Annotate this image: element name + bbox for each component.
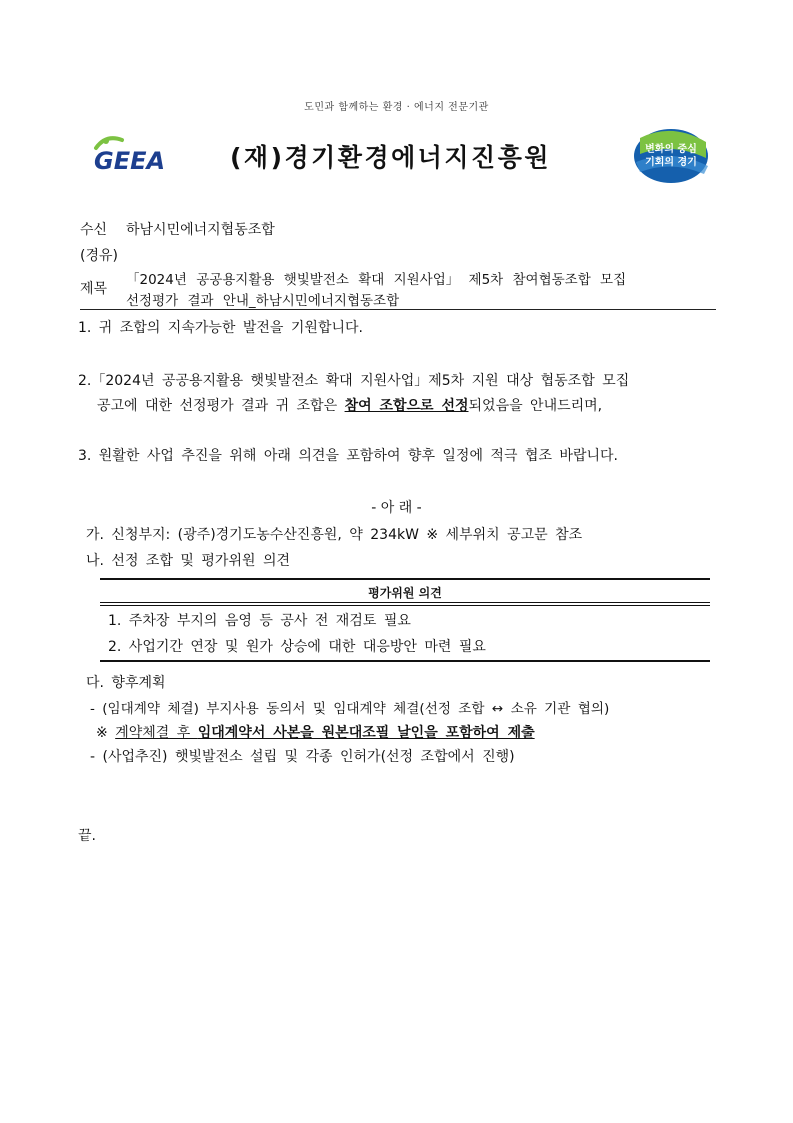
subject-line-1: 「2024년 공공용지활용 햇빛발전소 확대 지원사업」 제5차 참여협동조합 모집 xyxy=(126,272,627,288)
subject-divider xyxy=(80,309,716,310)
section-ga: 가. 신청부지: (광주)경기도농수산진흥원, 약 234kW ※ 세부위치 공고문 참조 xyxy=(86,527,583,543)
via-label: (경유) xyxy=(80,248,118,264)
note-mark: ※ xyxy=(96,725,116,741)
recipient-row xyxy=(80,219,275,239)
logo-left-text: GEEA xyxy=(94,147,166,174)
org-title: (재)경기환경에너지진흥원 xyxy=(230,143,552,172)
note-text-underlined: 계약체결 후 xyxy=(115,725,198,741)
plan-line-3: - (사업추진) 햇빛발전소 설립 및 각종 인허가(선정 조합에서 진행) xyxy=(90,749,515,765)
gyeonggi-emblem xyxy=(632,128,710,184)
body-item-2-line-2 xyxy=(97,395,602,415)
below-mark: - 아 래 - xyxy=(371,500,422,516)
note-text-strong: 임대계약서 사본을 원본대조필 날인을 포함하여 제출 xyxy=(197,725,535,741)
recipient-value: 하남시민에너지협동조합 xyxy=(126,222,275,238)
body-item-1: 1. 귀 조합의 지속가능한 발전을 기원합니다. xyxy=(78,320,363,336)
opinion-box-divider xyxy=(100,602,710,603)
plan-line-2 xyxy=(96,722,535,742)
opinion-box-divider-2 xyxy=(100,605,710,606)
opinion-item-1: 1. 주차장 부지의 음영 등 공사 전 재검토 필요 xyxy=(108,613,411,629)
geea-logo xyxy=(92,132,172,174)
item-2-text-pre: 공고에 대한 선정평가 결과 귀 조합은 xyxy=(97,398,345,414)
subject-label: 제목 xyxy=(80,281,108,297)
body-item-3: 3. 원활한 사업 추진을 위해 아래 의견을 포함하여 향후 일정에 적극 협조 바랍니다. xyxy=(78,448,618,464)
slogan: 도민과 함께하는 환경 · 에너지 전문기관 xyxy=(304,102,489,113)
body-item-2-line-1: 2.「2024년 공공용지활용 햇빛발전소 확대 지원사업」제5차 지원 대상 협동조합 모집 xyxy=(78,373,630,389)
opinion-box-top-rule xyxy=(100,578,710,580)
logo-right-line1: 변화의 중심 xyxy=(645,144,697,155)
closing-mark: 끝. xyxy=(78,828,96,844)
opinion-box-header: 평가위원 의견 xyxy=(368,586,442,600)
selected-notice: 참여 조합으로 선정 xyxy=(344,398,469,414)
section-da: 다. 향후계획 xyxy=(86,675,166,691)
logo-right-line2: 기회의 경기 xyxy=(645,157,697,168)
opinion-item-2: 2. 사업기간 연장 및 원가 상승에 대한 대응방안 마련 필요 xyxy=(108,639,486,655)
recipient-label: 수신 xyxy=(80,222,108,238)
item-2-text-post: 되었음을 안내드리며, xyxy=(468,398,603,414)
subject-line-2: 선정평가 결과 안내_하남시민에너지협동조합 xyxy=(126,293,400,309)
plan-line-1: - (임대계약 체결) 부지사용 동의서 및 임대계약 체결(선정 조합 ↔ 소유 기관 협의) xyxy=(90,701,610,717)
section-na: 나. 선정 조합 및 평가위원 의견 xyxy=(86,553,290,569)
opinion-box-bottom-rule xyxy=(100,660,710,662)
